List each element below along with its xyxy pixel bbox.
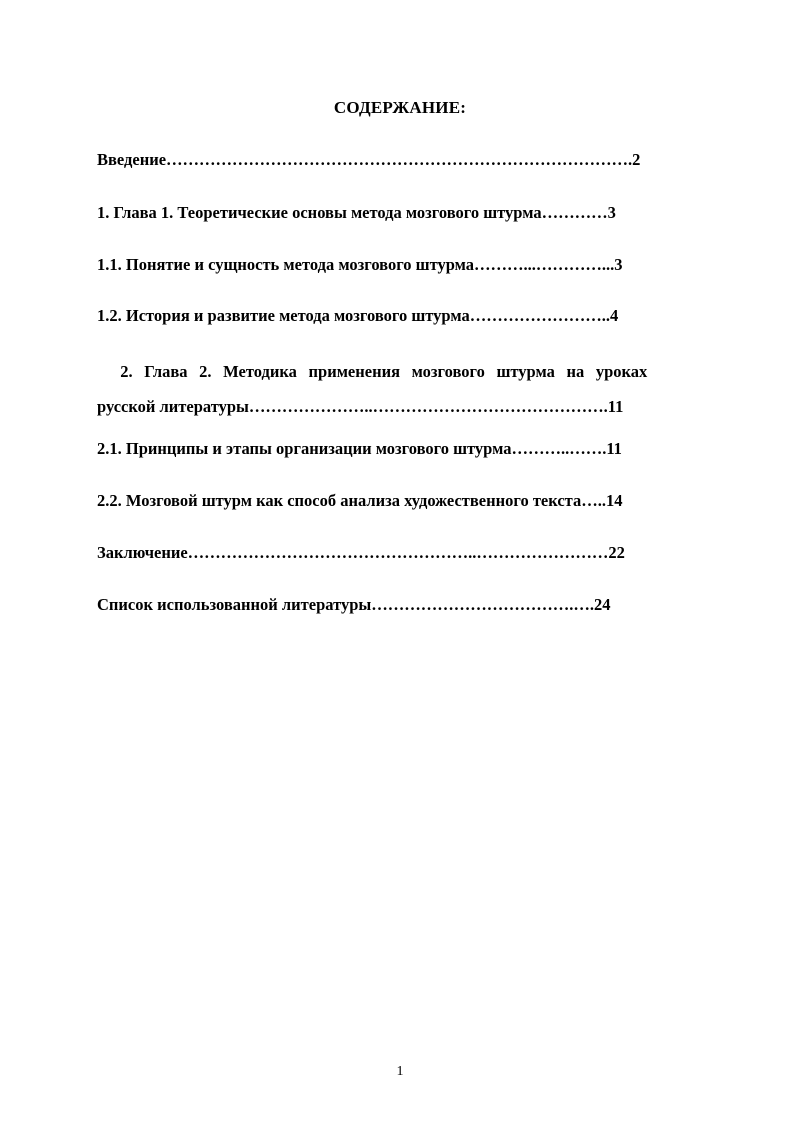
page-number: 1 bbox=[396, 1064, 404, 1079]
toc-entry-1-2: 1.2. История и развитие метода мозгового штурма……………………..4 bbox=[97, 306, 619, 325]
toc-entry-chapter-1: 1. Глава 1. Теоретические основы метода мозгового штурма…………3 bbox=[97, 203, 616, 222]
toc-entry-chapter-2-line-1: 2. Глава 2. Методика применения мозгового штурма на уроках bbox=[97, 362, 648, 381]
toc-entry-references: Список использованной литературы……………………………….….24 bbox=[97, 595, 611, 614]
toc-entry-conclusion: Заключение……………………………………………..……………………22 bbox=[97, 543, 625, 562]
toc-entry-1-1: 1.1. Понятие и сущность метода мозгового штурма………...…………...3 bbox=[97, 255, 623, 274]
toc-entry-chapter-2-line-2: русской литературы…………………..…………………………………….11 bbox=[97, 397, 624, 416]
toc-entry-introduction: Введение………………………………………………………………………….2 bbox=[97, 150, 641, 169]
toc-entry-chapter-2 bbox=[97, 356, 707, 417]
toc-entry-2-1: 2.1. Принципы и этапы организации мозгового штурма………..…….11 bbox=[97, 439, 622, 458]
toc-entry-2-2: 2.2. Мозговой штурм как способ анализа художественного текста…..14 bbox=[97, 491, 623, 510]
toc-title: СОДЕРЖАНИЕ: bbox=[333, 98, 467, 117]
